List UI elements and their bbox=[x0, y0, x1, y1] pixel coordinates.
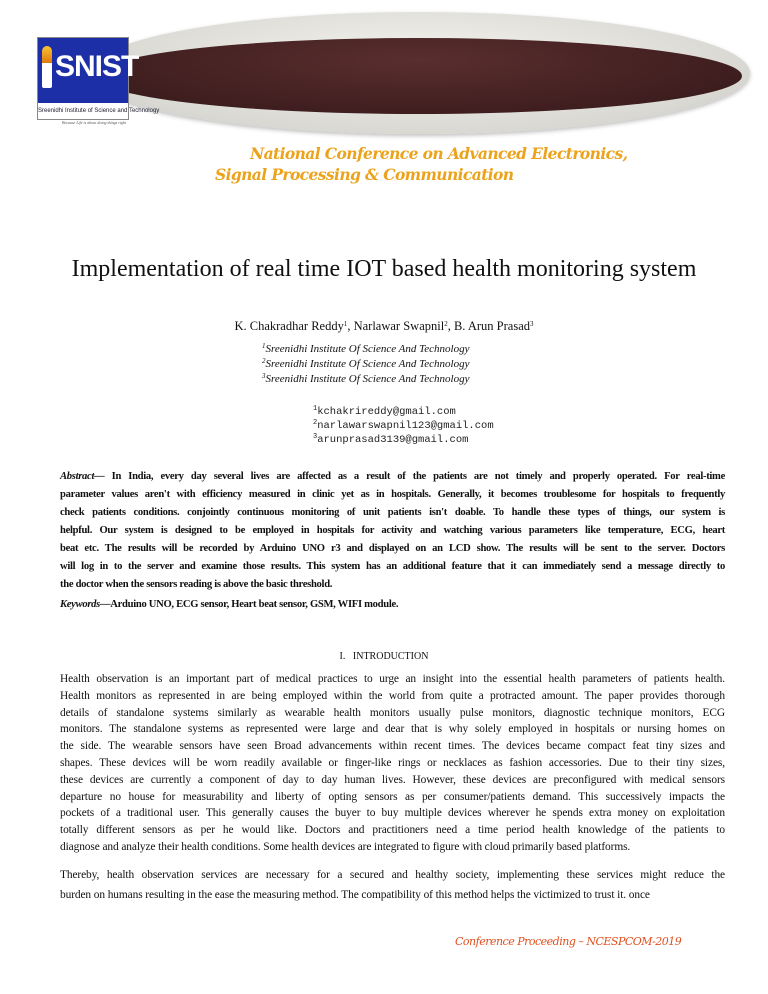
page-footer: Conference Proceeding – NCESPCOM-2019 bbox=[455, 935, 682, 948]
affiliation: $^1$Sreenidhi Institute Of Science And Technology bbox=[262, 342, 470, 355]
logo-subtitle: Sreenidhi Institute of Science and Technology bbox=[38, 102, 128, 119]
email: $^3$arunprasad3139@gmail.com bbox=[313, 433, 469, 446]
body-line: the side. The wearable sensors have seen Broad advancements within recent times. The devices became compact feat tiny sizes and bbox=[60, 740, 725, 753]
conference-title-line2: Signal Processing & Communication bbox=[215, 165, 514, 184]
body-line: departure no house for measurability and liberty of opting sensors as per consumer/patients demand. This successively impacts the bbox=[60, 790, 725, 803]
abstract-line: beat etc. The results will be recorded by Arduino UNO r3 and displayed on an LCD show. The results will be sent to the server. Doctors bbox=[60, 543, 725, 554]
body-line: totally different sensors as per he would like. Doctors and practitioners need a time period health knowledge of the patients to bbox=[60, 824, 725, 837]
logo-text: SNIST bbox=[55, 50, 139, 83]
email: $^1$kchakrireddy@gmail.com bbox=[313, 405, 456, 418]
abstract-line: parameter values aren't with efficiency measured in clinic yet as in hospitals. Generally, it becomes troublesome for hospitals to frequently bbox=[60, 489, 725, 500]
conference-title-line1: National Conference on Advanced Electronics, bbox=[250, 144, 628, 163]
email: $^2$narlawarswapnil123@gmail.com bbox=[313, 419, 494, 432]
body-line: Thereby, health observation services are necessary for a secured and healthy society, implementing these services might reduce the bbox=[60, 869, 725, 881]
abstract-line: check patients conditions. conjointly continuous monitoring of unit patients isn't doable. To handle these types of things, our system is bbox=[60, 507, 725, 518]
header-banner-ellipse bbox=[88, 12, 750, 134]
body-line: these devices are currently a component of day to day human lives. However, these devices are preconfigured with medical sensors bbox=[60, 773, 725, 786]
body-line: pockets of a traditional user. This generally causes the buyer to buy multiple devices wherever he spends extra money on exploitation bbox=[60, 807, 725, 820]
torch-icon bbox=[42, 46, 52, 88]
abstract-line: helpful. Our system is designed to be employed in hospitals for activity and watching various parameters like temperature, ECG, heart bbox=[60, 525, 725, 536]
keywords: Keywords—Arduino UNO, ECG sensor, Heart beat sensor, GSM, WIFI module. bbox=[60, 599, 399, 610]
logo-tagline: Because Life is about doing things right bbox=[62, 120, 126, 125]
snist-logo bbox=[37, 37, 160, 120]
abstract-line: will log in to the server and examine those results. This system has an additional feature that it can immediately send a message directly to bbox=[60, 561, 725, 572]
body-line: burden on humans resulting in the ease the measuring method. The compatibility of this method helps the victimized to trust it. once bbox=[60, 888, 650, 901]
section-heading: I. INTRODUCTION bbox=[339, 651, 429, 662]
body-line: shapes. These devices will be worn readily available or finger-like rings or necklaces as fashion accessories. Due to their tiny sizes, bbox=[60, 757, 725, 769]
authors: K. Chakradhar Reddy$^1$, Narlawar Swapnil$^2$, B. Arun Prasad$^3$ bbox=[234, 319, 534, 333]
abstract-line: the doctor when the sensors reading is above the basic threshold. bbox=[60, 579, 333, 590]
affiliation: $^3$Sreenidhi Institute Of Science And Technology bbox=[262, 372, 470, 385]
body-line: Health monitors as represented in are being employed within the world from quite a protracted amount. The paper provides thorough bbox=[60, 689, 725, 702]
body-line: details of standalone systems similarly as wearable health monitors usually pulse monitors, diagnostic technique monitors, ECG bbox=[60, 706, 725, 719]
body-line: Health observation is an important part of medical practices to urge an insight into the essential health parameters of patients health. bbox=[60, 673, 725, 685]
body-line: diagnose and analyze their health conditions. Some health devices are integrated to figure with cloud primarily based platforms. bbox=[60, 841, 631, 853]
body-line: monitors. The standalone systems as represented were large and dear that is why solely employed in hospitals or nursing homes on bbox=[60, 723, 725, 736]
abstract-line: Abstract— In India, every day several lives are affected as a result of the patients are not timely and properly operated. For real-time bbox=[60, 471, 725, 482]
paper-title: Implementation of real time IOT based health monitoring system bbox=[71, 256, 697, 282]
affiliation: $^2$Sreenidhi Institute Of Science And Technology bbox=[262, 357, 470, 370]
